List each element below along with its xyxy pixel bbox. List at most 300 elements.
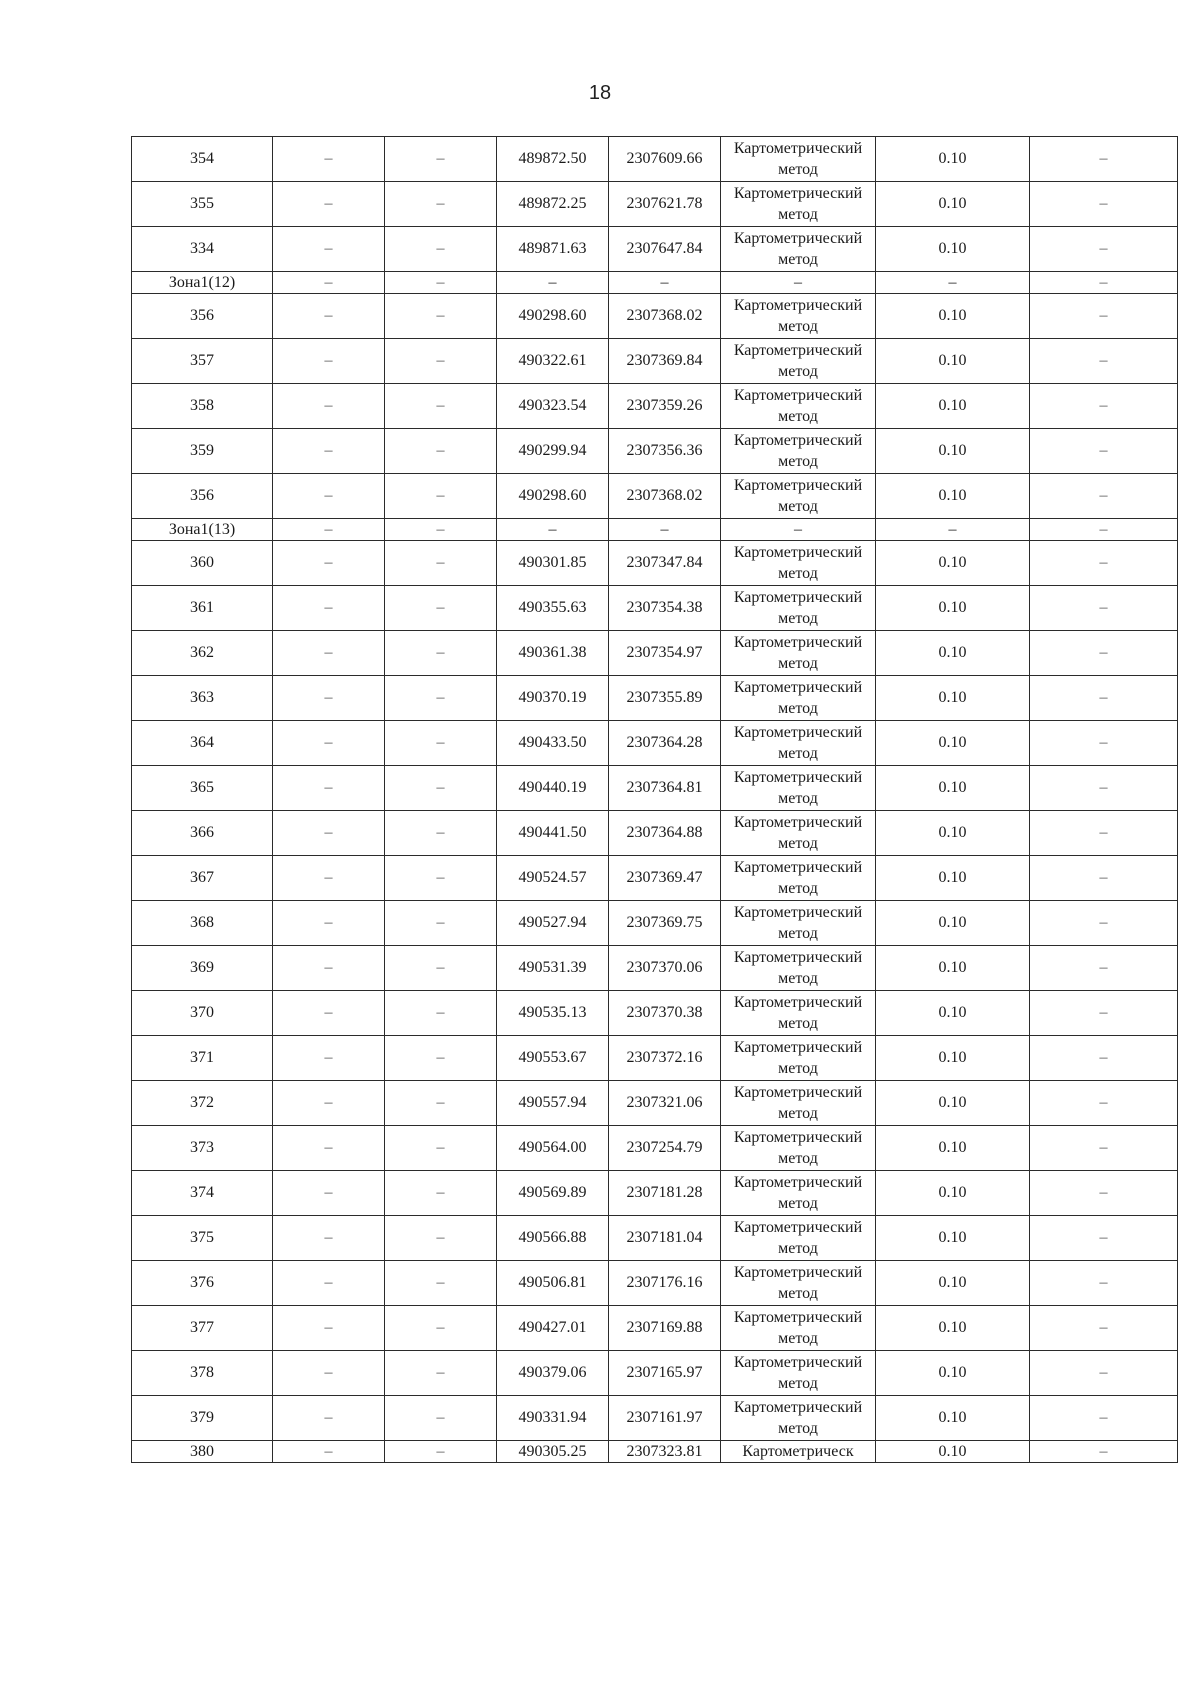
col3-cell: –: [385, 586, 497, 631]
table-row: [132, 811, 1178, 856]
col2-cell: –: [273, 1351, 385, 1396]
y-coordinate-cell: 2307647.84: [609, 227, 721, 272]
y-coordinate-cell: 2307354.38: [609, 586, 721, 631]
x-coordinate-cell: 490564.00: [497, 1126, 609, 1171]
table-row: [132, 137, 1178, 182]
col3-cell: –: [385, 1171, 497, 1216]
table-row: [132, 676, 1178, 721]
col3-cell: –: [385, 474, 497, 519]
y-coordinate-cell: 2307347.84: [609, 541, 721, 586]
x-coordinate-cell: 490427.01: [497, 1306, 609, 1351]
method-text: Картометрический метод: [733, 1039, 863, 1077]
y-coordinate-cell: 2307369.75: [609, 901, 721, 946]
table-row: [132, 182, 1178, 227]
precision-cell: 0.10: [876, 811, 1030, 856]
y-coordinate-cell: 2307254.79: [609, 1126, 721, 1171]
x-coordinate-cell: 490553.67: [497, 1036, 609, 1081]
method-text: Картометрический метод: [733, 544, 863, 582]
precision-cell: 0.10: [876, 182, 1030, 227]
method-cell: [721, 586, 876, 631]
precision-cell: 0.10: [876, 429, 1030, 474]
method-text: Картометрический метод: [733, 589, 863, 627]
method-text: Картометрический метод: [733, 949, 863, 987]
method-cell: [721, 1351, 876, 1396]
method-cell: [721, 856, 876, 901]
col3-cell: –: [385, 946, 497, 991]
x-coordinate-cell: 490361.38: [497, 631, 609, 676]
col3-cell: –: [385, 1261, 497, 1306]
table-row: [132, 1441, 1178, 1463]
col8-cell: –: [1030, 541, 1178, 586]
y-coordinate-cell: 2307323.81: [609, 1441, 721, 1463]
x-coordinate-cell: 490298.60: [497, 294, 609, 339]
point-id-cell: Зона1(13): [132, 519, 273, 541]
precision-cell: 0.10: [876, 1081, 1030, 1126]
table-body: [132, 137, 1178, 1463]
table-row: [132, 429, 1178, 474]
col2-cell: –: [273, 586, 385, 631]
col3-cell: –: [385, 294, 497, 339]
method-cell: [721, 339, 876, 384]
col2-cell: –: [273, 339, 385, 384]
method-text: Картометрический метод: [733, 904, 863, 942]
y-coordinate-cell: 2307355.89: [609, 676, 721, 721]
x-coordinate-cell: 490370.19: [497, 676, 609, 721]
point-id-cell: 373: [132, 1126, 273, 1171]
method-cell: [721, 429, 876, 474]
col2-cell: –: [273, 901, 385, 946]
x-coordinate-cell: 490379.06: [497, 1351, 609, 1396]
col8-cell: –: [1030, 474, 1178, 519]
col3-cell: –: [385, 1441, 497, 1463]
y-coordinate-cell: 2307370.38: [609, 991, 721, 1036]
x-coordinate-cell: 490531.39: [497, 946, 609, 991]
method-cell: [721, 1306, 876, 1351]
y-coordinate-cell: 2307181.28: [609, 1171, 721, 1216]
precision-cell: 0.10: [876, 676, 1030, 721]
col2-cell: –: [273, 541, 385, 586]
col3-cell: –: [385, 1036, 497, 1081]
col3-cell: –: [385, 137, 497, 182]
x-coordinate-cell: 489872.50: [497, 137, 609, 182]
col3-cell: –: [385, 631, 497, 676]
table-row: [132, 1126, 1178, 1171]
col2-cell: –: [273, 474, 385, 519]
table-row: [132, 991, 1178, 1036]
point-id-cell: 378: [132, 1351, 273, 1396]
point-id-cell: 370: [132, 991, 273, 1036]
point-id-cell: 357: [132, 339, 273, 384]
method-cell: [721, 1171, 876, 1216]
point-id-cell: 362: [132, 631, 273, 676]
y-coordinate-cell: 2307369.47: [609, 856, 721, 901]
y-coordinate-cell: 2307621.78: [609, 182, 721, 227]
table-row: [132, 1351, 1178, 1396]
col8-cell: –: [1030, 227, 1178, 272]
col8-cell: –: [1030, 272, 1178, 294]
col8-cell: –: [1030, 339, 1178, 384]
col8-cell: –: [1030, 631, 1178, 676]
col2-cell: –: [273, 766, 385, 811]
point-id-cell: 380: [132, 1441, 273, 1463]
method-cell: [721, 474, 876, 519]
x-coordinate-cell: 490506.81: [497, 1261, 609, 1306]
precision-cell: 0.10: [876, 474, 1030, 519]
x-coordinate-cell: 490524.57: [497, 856, 609, 901]
precision-cell: 0.10: [876, 541, 1030, 586]
col3-cell: –: [385, 721, 497, 766]
method-text: Картометрический метод: [733, 477, 863, 515]
method-cell: [721, 721, 876, 766]
col2-cell: –: [273, 384, 385, 429]
point-id-cell: 379: [132, 1396, 273, 1441]
precision-cell: 0.10: [876, 1126, 1030, 1171]
x-coordinate-cell: 490323.54: [497, 384, 609, 429]
precision-cell: 0.10: [876, 1306, 1030, 1351]
point-id-cell: 355: [132, 182, 273, 227]
col8-cell: –: [1030, 429, 1178, 474]
col3-cell: –: [385, 1126, 497, 1171]
table-row: [132, 1171, 1178, 1216]
y-coordinate-cell: 2307368.02: [609, 474, 721, 519]
x-coordinate-cell: 490299.94: [497, 429, 609, 474]
y-coordinate-cell: 2307161.97: [609, 1396, 721, 1441]
x-coordinate-cell: 490440.19: [497, 766, 609, 811]
col8-cell: –: [1030, 1441, 1178, 1463]
point-id-cell: 363: [132, 676, 273, 721]
precision-cell: 0.10: [876, 721, 1030, 766]
col2-cell: –: [273, 227, 385, 272]
precision-cell: –: [876, 272, 1030, 294]
method-cell: [721, 1126, 876, 1171]
method-cell: [721, 182, 876, 227]
method-cell: [721, 811, 876, 856]
y-coordinate-cell: 2307181.04: [609, 1216, 721, 1261]
table-row: [132, 946, 1178, 991]
x-coordinate-cell: 490441.50: [497, 811, 609, 856]
point-id-cell: 366: [132, 811, 273, 856]
precision-cell: 0.10: [876, 766, 1030, 811]
table-row: [132, 474, 1178, 519]
y-coordinate-cell: 2307321.06: [609, 1081, 721, 1126]
method-cell: [721, 1036, 876, 1081]
point-id-cell: 361: [132, 586, 273, 631]
point-id-cell: 371: [132, 1036, 273, 1081]
col3-cell: –: [385, 1081, 497, 1126]
method-text: Картометрический метод: [733, 814, 863, 852]
table-row: [132, 384, 1178, 429]
col2-cell: –: [273, 1081, 385, 1126]
col8-cell: –: [1030, 586, 1178, 631]
col2-cell: –: [273, 856, 385, 901]
method-cell: [721, 676, 876, 721]
y-coordinate-cell: 2307165.97: [609, 1351, 721, 1396]
x-coordinate-cell: 490298.60: [497, 474, 609, 519]
col3-cell: –: [385, 1396, 497, 1441]
method-text: Картометрический метод: [733, 140, 863, 178]
method-cell: –: [721, 272, 876, 294]
col3-cell: –: [385, 182, 497, 227]
method-text: Картометрический метод: [733, 1084, 863, 1122]
x-coordinate-cell: 490433.50: [497, 721, 609, 766]
table-row: [132, 294, 1178, 339]
method-text: Картометрический метод: [733, 342, 863, 380]
col8-cell: –: [1030, 676, 1178, 721]
col3-cell: –: [385, 429, 497, 474]
col8-cell: –: [1030, 1171, 1178, 1216]
col2-cell: –: [273, 1126, 385, 1171]
method-text: Картометрический метод: [733, 859, 863, 897]
y-coordinate-cell: 2307364.28: [609, 721, 721, 766]
method-text: Картометрический метод: [733, 1129, 863, 1167]
precision-cell: –: [876, 519, 1030, 541]
col2-cell: –: [273, 182, 385, 227]
col8-cell: –: [1030, 856, 1178, 901]
col2-cell: –: [273, 1036, 385, 1081]
table-row: [132, 1081, 1178, 1126]
y-coordinate-cell: 2307356.36: [609, 429, 721, 474]
precision-cell: 0.10: [876, 227, 1030, 272]
x-coordinate-cell: –: [497, 272, 609, 294]
col3-cell: –: [385, 991, 497, 1036]
method-cell: [721, 631, 876, 676]
precision-cell: 0.10: [876, 1351, 1030, 1396]
col2-cell: –: [273, 519, 385, 541]
point-id-cell: 375: [132, 1216, 273, 1261]
method-text: Картометрический метод: [733, 432, 863, 470]
col8-cell: –: [1030, 1216, 1178, 1261]
x-coordinate-cell: 490322.61: [497, 339, 609, 384]
table-row: [132, 901, 1178, 946]
method-cell: [721, 1396, 876, 1441]
page-number: 18: [588, 82, 612, 104]
method-cell: –: [721, 519, 876, 541]
col8-cell: –: [1030, 1306, 1178, 1351]
col3-cell: –: [385, 519, 497, 541]
col2-cell: –: [273, 811, 385, 856]
point-id-cell: 368: [132, 901, 273, 946]
method-cell: [721, 1081, 876, 1126]
precision-cell: 0.10: [876, 294, 1030, 339]
col2-cell: –: [273, 946, 385, 991]
point-id-cell: 358: [132, 384, 273, 429]
col3-cell: –: [385, 766, 497, 811]
col2-cell: –: [273, 1171, 385, 1216]
method-text: Картометрический метод: [733, 634, 863, 672]
precision-cell: 0.10: [876, 137, 1030, 182]
method-text: Картометрический метод: [733, 679, 863, 717]
y-coordinate-cell: 2307609.66: [609, 137, 721, 182]
point-id-cell: 360: [132, 541, 273, 586]
col2-cell: –: [273, 272, 385, 294]
col3-cell: –: [385, 676, 497, 721]
col3-cell: –: [385, 272, 497, 294]
x-coordinate-cell: 490535.13: [497, 991, 609, 1036]
method-cell: [721, 1441, 876, 1463]
y-coordinate-cell: 2307370.06: [609, 946, 721, 991]
col3-cell: –: [385, 541, 497, 586]
method-text: Картометрический метод: [733, 1309, 863, 1347]
point-id-cell: 356: [132, 474, 273, 519]
precision-cell: 0.10: [876, 384, 1030, 429]
precision-cell: 0.10: [876, 631, 1030, 676]
method-cell: [721, 901, 876, 946]
point-id-cell: 359: [132, 429, 273, 474]
col3-cell: –: [385, 1351, 497, 1396]
method-text: Картометрический метод: [733, 185, 863, 223]
table-row: [132, 586, 1178, 631]
point-id-cell: 354: [132, 137, 273, 182]
col2-cell: –: [273, 991, 385, 1036]
x-coordinate-cell: 490557.94: [497, 1081, 609, 1126]
point-id-cell: 364: [132, 721, 273, 766]
method-cell: [721, 541, 876, 586]
point-id-cell: 377: [132, 1306, 273, 1351]
y-coordinate-cell: 2307364.81: [609, 766, 721, 811]
col8-cell: –: [1030, 137, 1178, 182]
method-cell: [721, 384, 876, 429]
col3-cell: –: [385, 901, 497, 946]
precision-cell: 0.10: [876, 1036, 1030, 1081]
col2-cell: –: [273, 1261, 385, 1306]
precision-cell: 0.10: [876, 901, 1030, 946]
precision-cell: 0.10: [876, 339, 1030, 384]
col8-cell: –: [1030, 811, 1178, 856]
method-cell: [721, 227, 876, 272]
x-coordinate-cell: 490355.63: [497, 586, 609, 631]
method-cell: [721, 294, 876, 339]
y-coordinate-cell: –: [609, 519, 721, 541]
x-coordinate-cell: 490305.25: [497, 1441, 609, 1463]
y-coordinate-cell: 2307354.97: [609, 631, 721, 676]
method-cell: [721, 1261, 876, 1306]
zone-row: [132, 519, 1178, 541]
zone-row: [132, 272, 1178, 294]
method-text: Картометрический метод: [733, 1174, 863, 1212]
precision-cell: 0.10: [876, 946, 1030, 991]
precision-cell: 0.10: [876, 1261, 1030, 1306]
point-id-cell: Зона1(12): [132, 272, 273, 294]
col8-cell: –: [1030, 721, 1178, 766]
col2-cell: –: [273, 1441, 385, 1463]
method-cell: [721, 137, 876, 182]
x-coordinate-cell: 489871.63: [497, 227, 609, 272]
col2-cell: –: [273, 721, 385, 766]
method-text: Картометрический метод: [733, 724, 863, 762]
y-coordinate-cell: –: [609, 272, 721, 294]
col8-cell: –: [1030, 1126, 1178, 1171]
point-id-cell: 376: [132, 1261, 273, 1306]
col8-cell: –: [1030, 901, 1178, 946]
y-coordinate-cell: 2307364.88: [609, 811, 721, 856]
col2-cell: –: [273, 1306, 385, 1351]
col8-cell: –: [1030, 384, 1178, 429]
table-row: [132, 1261, 1178, 1306]
x-coordinate-cell: 489872.25: [497, 182, 609, 227]
y-coordinate-cell: 2307359.26: [609, 384, 721, 429]
col8-cell: –: [1030, 519, 1178, 541]
table-row: [132, 1396, 1178, 1441]
table-row: [132, 856, 1178, 901]
method-text: Картометрический метод: [733, 994, 863, 1032]
col8-cell: –: [1030, 766, 1178, 811]
col3-cell: –: [385, 1216, 497, 1261]
table-row: [132, 1306, 1178, 1351]
point-id-cell: 334: [132, 227, 273, 272]
point-id-cell: 372: [132, 1081, 273, 1126]
col8-cell: –: [1030, 182, 1178, 227]
col2-cell: –: [273, 137, 385, 182]
col2-cell: –: [273, 1216, 385, 1261]
x-coordinate-cell: –: [497, 519, 609, 541]
method-cell: [721, 991, 876, 1036]
col3-cell: –: [385, 227, 497, 272]
precision-cell: 0.10: [876, 1396, 1030, 1441]
col8-cell: –: [1030, 946, 1178, 991]
table-row: [132, 1216, 1178, 1261]
col8-cell: –: [1030, 1081, 1178, 1126]
table-row: [132, 541, 1178, 586]
method-text: Картометрический метод: [733, 1219, 863, 1257]
table-row: [132, 1036, 1178, 1081]
point-id-cell: 365: [132, 766, 273, 811]
col2-cell: –: [273, 294, 385, 339]
y-coordinate-cell: 2307372.16: [609, 1036, 721, 1081]
precision-cell: 0.10: [876, 991, 1030, 1036]
table-row: [132, 227, 1178, 272]
point-id-cell: 374: [132, 1171, 273, 1216]
point-id-cell: 356: [132, 294, 273, 339]
point-id-cell: 369: [132, 946, 273, 991]
method-text: Картометрический метод: [733, 387, 863, 425]
col2-cell: –: [273, 631, 385, 676]
precision-cell: 0.10: [876, 586, 1030, 631]
x-coordinate-cell: 490566.88: [497, 1216, 609, 1261]
col3-cell: –: [385, 856, 497, 901]
table-row: [132, 631, 1178, 676]
precision-cell: 0.10: [876, 856, 1030, 901]
coordinates-table: [131, 136, 1178, 1463]
point-id-cell: 367: [132, 856, 273, 901]
col8-cell: –: [1030, 294, 1178, 339]
col3-cell: –: [385, 384, 497, 429]
x-coordinate-cell: 490527.94: [497, 901, 609, 946]
method-text: Картометрический метод: [733, 297, 863, 335]
col3-cell: –: [385, 1306, 497, 1351]
table-row: [132, 721, 1178, 766]
x-coordinate-cell: 490301.85: [497, 541, 609, 586]
col2-cell: –: [273, 676, 385, 721]
method-cell: [721, 766, 876, 811]
method-text: Картометрический метод: [733, 1264, 863, 1302]
y-coordinate-cell: 2307368.02: [609, 294, 721, 339]
table-row: [132, 766, 1178, 811]
y-coordinate-cell: 2307176.16: [609, 1261, 721, 1306]
y-coordinate-cell: 2307369.84: [609, 339, 721, 384]
x-coordinate-cell: 490331.94: [497, 1396, 609, 1441]
col8-cell: –: [1030, 1261, 1178, 1306]
method-text: Картометрический метод: [733, 769, 863, 807]
method-cell: [721, 946, 876, 991]
method-text: Картометрический метод: [733, 1399, 863, 1437]
col8-cell: –: [1030, 991, 1178, 1036]
precision-cell: 0.10: [876, 1171, 1030, 1216]
y-coordinate-cell: 2307169.88: [609, 1306, 721, 1351]
precision-cell: 0.10: [876, 1216, 1030, 1261]
col3-cell: –: [385, 339, 497, 384]
col8-cell: –: [1030, 1036, 1178, 1081]
col2-cell: –: [273, 1396, 385, 1441]
